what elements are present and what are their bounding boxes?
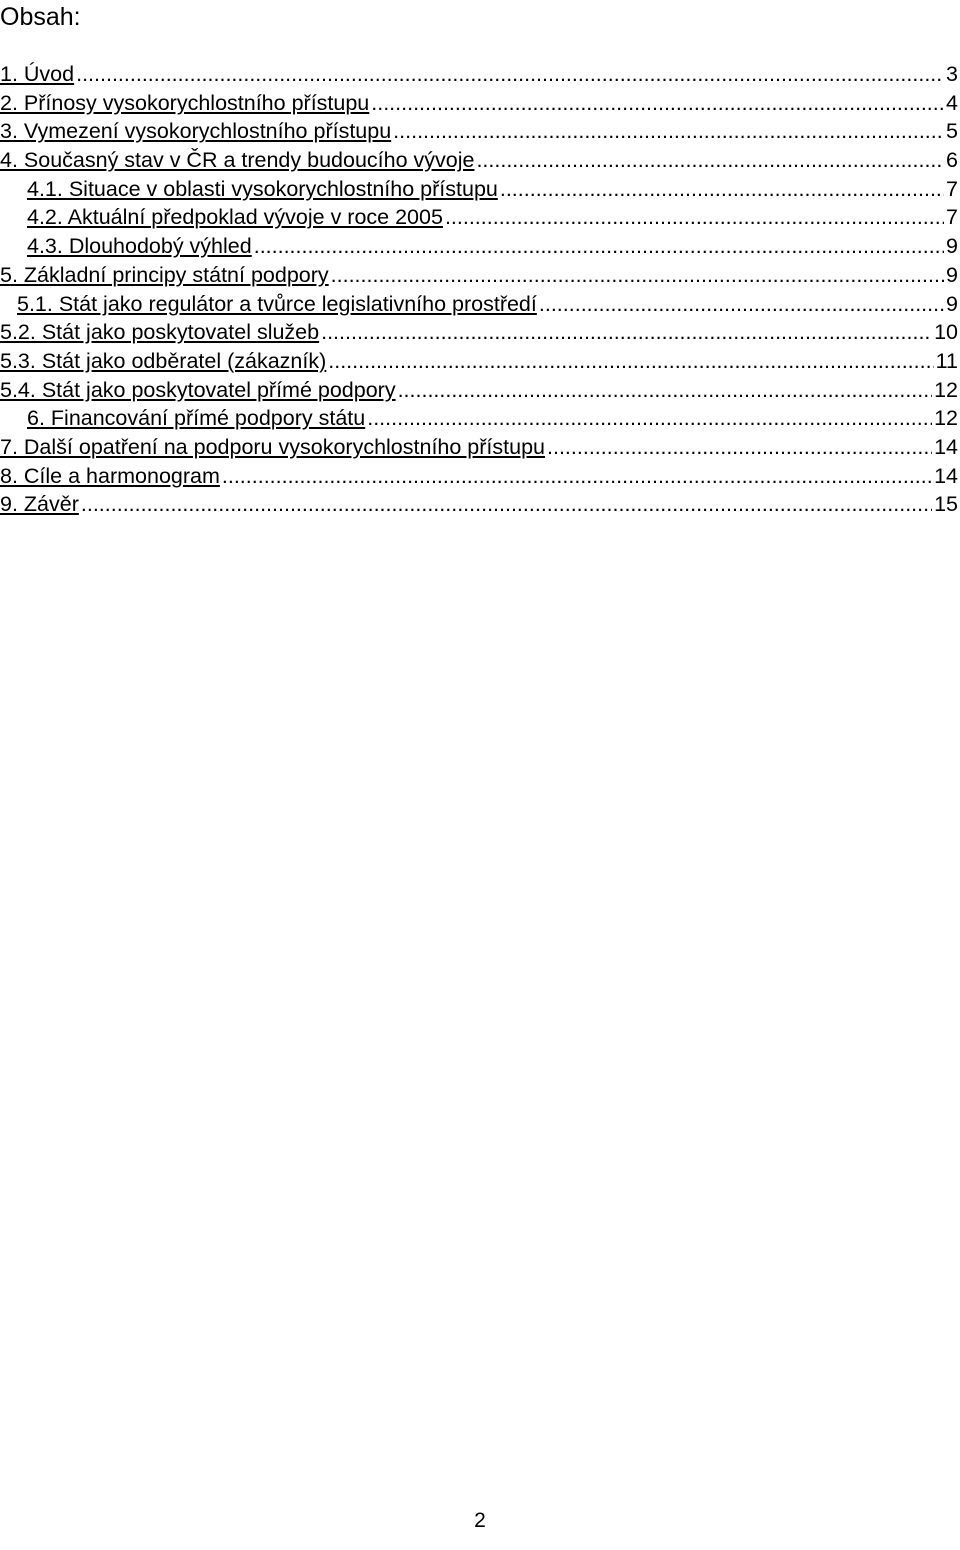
toc-entry-text: 4.2. Aktuální předpoklad vývoje v roce 2005	[27, 205, 443, 230]
toc-entry-text: 3. Vymezení vysokorychlostního přístupu	[0, 119, 392, 144]
toc-dot-leader	[547, 433, 932, 462]
toc-entry-text: 7. Další opatření na podporu vysokorychlostního přístupu	[0, 434, 545, 459]
toc-dot-leader	[445, 203, 944, 232]
toc-entry-text: 6. Financování přímé podpory státu	[27, 406, 366, 431]
toc-entry-cile-harmonogram[interactable]	[0, 462, 960, 491]
toc-entry-page: 9	[946, 234, 958, 259]
toc-title: Obsah:	[0, 3, 81, 31]
toc-dot-leader	[398, 376, 933, 405]
toc-dot-leader	[367, 404, 932, 433]
toc-entry-page: 4	[946, 90, 958, 115]
toc-entry-text: 5.3. Stát jako odběratel (zákazník)	[0, 348, 327, 373]
toc-entry-page: 5	[946, 119, 958, 144]
toc-dot-leader	[539, 290, 944, 319]
toc-entry-text: 1. Úvod	[0, 62, 75, 86]
toc-entry-page: 10	[934, 320, 958, 345]
toc-entry-vymezeni[interactable]	[0, 117, 960, 146]
toc-entry-text: 4.3. Dlouhodobý výhled	[27, 234, 252, 259]
toc-entry-situace[interactable]	[0, 175, 960, 204]
toc-entry-text: 5.1. Stát jako regulátor a tvůrce legislativního prostředí	[17, 291, 537, 316]
toc-dot-leader	[331, 261, 944, 290]
toc-dot-leader	[500, 175, 944, 204]
toc-entry-page: 12	[934, 377, 958, 402]
toc-dot-leader	[328, 347, 933, 376]
toc-entry-uvod[interactable]	[0, 60, 960, 89]
toc-entry-page: 14	[934, 463, 958, 488]
toc-entry-page: 3	[946, 62, 958, 86]
toc-entry-page: 6	[946, 148, 958, 173]
toc-entry-text: 5.2. Stát jako poskytovatel služeb	[0, 320, 320, 345]
toc-entry-stat-poskytovatel-sluzeb[interactable]	[0, 318, 960, 347]
toc-entry-page: 11	[935, 348, 958, 373]
toc-entry-dlouhodoby-vyhled[interactable]	[0, 232, 960, 261]
toc-dot-leader	[76, 60, 944, 89]
toc-entry-text: 4.1. Situace v oblasti vysokorychlostního přístupu	[27, 176, 498, 201]
toc-entry-text: 4. Současný stav v ČR a trendy budoucího vývoje	[0, 148, 475, 173]
toc-entry-dalsi-opatreni[interactable]	[0, 433, 960, 462]
toc-entry-page: 9	[946, 291, 958, 316]
toc-dot-leader	[476, 146, 944, 175]
toc-dot-leader	[254, 232, 944, 261]
toc-dot-leader	[321, 318, 932, 347]
table-of-contents	[0, 60, 960, 519]
toc-dot-leader	[222, 462, 932, 491]
toc-entry-zakladni-principy[interactable]	[0, 261, 960, 290]
toc-entry-text: 2. Přínosy vysokorychlostního přístupu	[0, 90, 370, 115]
toc-entry-financovani[interactable]	[0, 404, 960, 433]
toc-entry-prinosy[interactable]	[0, 89, 960, 118]
toc-entry-stat-odberatel[interactable]	[0, 347, 960, 376]
toc-entry-soucasny-stav[interactable]	[0, 146, 960, 175]
toc-entry-aktualni-predpoklad[interactable]	[0, 203, 960, 232]
toc-entry-page: 7	[946, 205, 958, 230]
toc-entry-page: 15	[934, 492, 958, 517]
toc-entry-stat-regulator[interactable]	[0, 290, 960, 319]
toc-entry-page: 7	[946, 176, 958, 201]
toc-dot-leader	[81, 490, 932, 519]
toc-entry-zaver[interactable]	[0, 490, 960, 519]
toc-entry-page: 12	[934, 406, 958, 431]
toc-entry-text: 8. Cíle a harmonogram	[0, 463, 220, 488]
page-number: 2	[474, 1509, 486, 1532]
toc-entry-stat-prima-podpora[interactable]	[0, 376, 960, 405]
toc-entry-page: 14	[934, 434, 958, 459]
toc-dot-leader	[393, 117, 944, 146]
toc-entry-text: 5.4. Stát jako poskytovatel přímé podpory	[0, 377, 396, 402]
toc-entry-page: 9	[946, 262, 958, 287]
toc-entry-text: 5. Základní principy státní podpory	[0, 262, 329, 287]
toc-entry-text: 9. Závěr	[0, 492, 79, 517]
toc-dot-leader	[371, 89, 944, 118]
